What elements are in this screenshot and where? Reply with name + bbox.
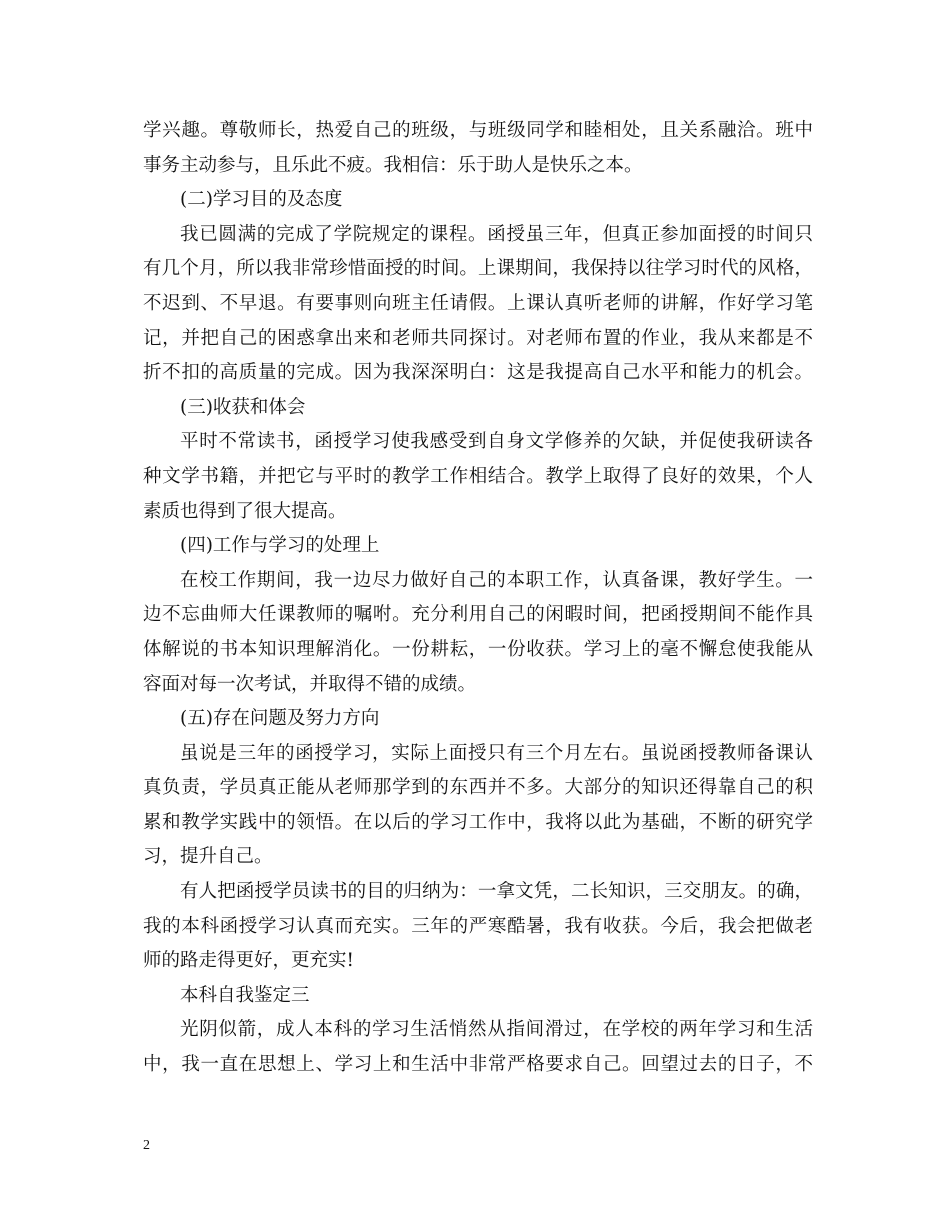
text-line: 我已圆满的完成了学院规定的课程。函授虽三年，但真正参加面授的时间只 (180, 223, 813, 245)
document-body (143, 114, 813, 1083)
text-line: 真负责，学员真正能从老师那学到的东西并不多。大部分的知识还得靠自己的积 (143, 777, 813, 799)
text-line: 光阴似箭，成人本科的学习生活悄然从指间滑过，在学校的两年学习和生活 (180, 1019, 813, 1041)
text-line: 有几个月，所以我非常珍惜面授的时间。上课期间，我保持以往学习时代的风格， (143, 258, 813, 280)
text-line: (二)学习目的及态度 (180, 189, 343, 211)
text-line: 本科自我鉴定三 (180, 984, 310, 1006)
text-line: 素质也得到了很大提高。 (143, 500, 347, 522)
text-line: 我的本科函授学习认真而充实。三年的严寒酷暑，我有收获。今后，我会把做老 (143, 915, 813, 937)
text-line: 记，并把自己的困惑拿出来和老师共同探讨。对老师布置的作业，我从来都是不 (143, 327, 813, 349)
page-number: 2 (143, 1138, 150, 1153)
text-line: 体解说的书本知识理解消化。一份耕耘，一份收获。学习上的毫不懈怠使我能从 (143, 638, 813, 660)
text-line: 中，我一直在思想上、学习上和生活中非常严格要求自己。回望过去的日子，不 (143, 1054, 813, 1076)
text-line: 不迟到、不早退。有要事则向班主任请假。上课认真听老师的讲解，作好学习笔 (143, 292, 813, 314)
text-line: 种文学书籍，并把它与平时的教学工作相结合。教学上取得了良好的效果，个人 (143, 465, 813, 487)
text-line: 容面对每一次考试，并取得不错的成绩。 (143, 673, 477, 695)
text-line: 虽说是三年的函授学习，实际上面授只有三个月左右。虽说函授教师备课认 (180, 742, 813, 764)
text-line: 累和教学实践中的领悟。在以后的学习工作中，我将以此为基础，不断的研究学 (143, 811, 813, 833)
text-line: 事务主动参与，且乐此不疲。我相信：乐于助人是快乐之本。 (143, 154, 643, 176)
text-line: 边不忘曲师大任课教师的嘱咐。充分利用自己的闲暇时间，把函授期间不能作具 (143, 604, 813, 626)
text-line: (四)工作与学习的处理上 (180, 535, 380, 557)
text-line: 有人把函授学员读书的目的归纳为：一拿文凭，二长知识，三交朋友。的确， (180, 881, 813, 903)
text-line: 折不扣的高质量的完成。因为我深深明白：这是我提高自己水平和能力的机会。 (143, 362, 813, 384)
text-line: 师的路走得更好，更充实! (143, 950, 354, 972)
text-line: 平时不常读书，函授学习使我感受到自身文学修养的欠缺，并促使我研读各 (180, 431, 813, 453)
text-line: 学兴趣。尊敬师长，热爱自己的班级，与班级同学和睦相处，且关系融洽。班中 (143, 120, 813, 141)
text-line: 在校工作期间，我一边尽力做好自己的本职工作，认真备课，教好学生。一 (180, 569, 813, 591)
text-line: 习，提升自己。 (143, 846, 273, 868)
text-line: (三)收获和体会 (180, 396, 306, 418)
text-line: (五)存在问题及努力方向 (180, 708, 380, 730)
